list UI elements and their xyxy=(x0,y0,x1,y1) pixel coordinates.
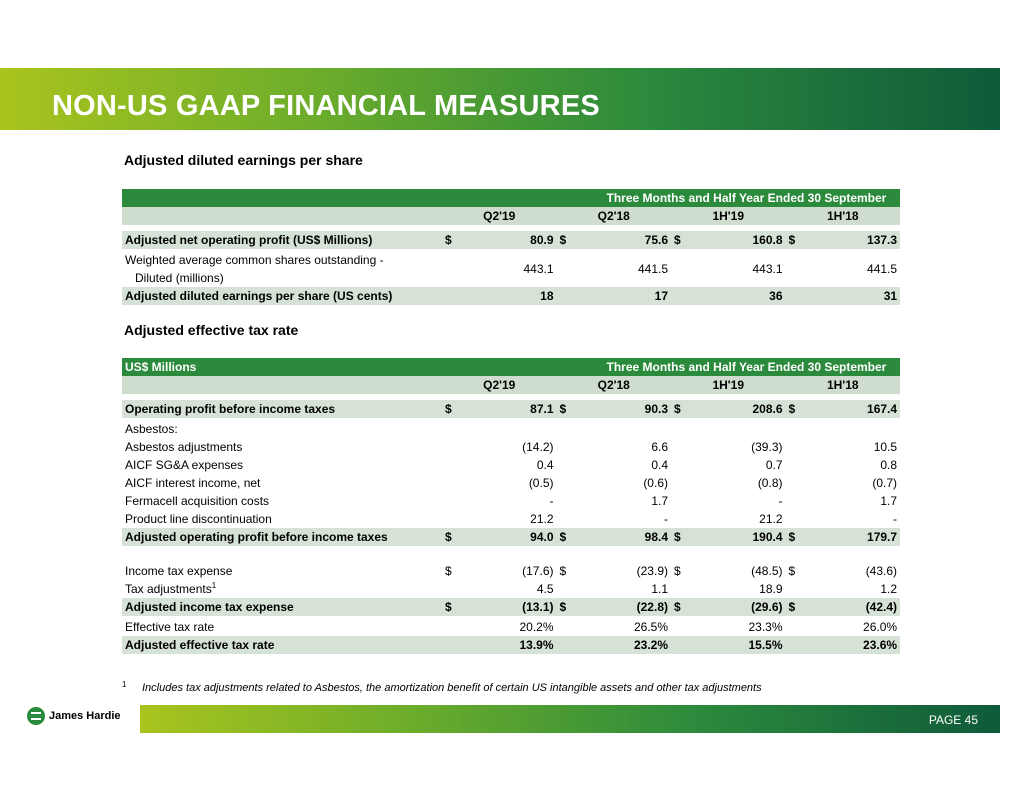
column-header: Q2'18 xyxy=(557,207,672,225)
row-label-text: Effective tax rate xyxy=(125,620,215,634)
cell-value: 1.7 xyxy=(880,494,898,508)
eps-top-header-row xyxy=(122,189,900,207)
row-label-text: Tax adjustments xyxy=(125,582,212,596)
cell-value: (42.4) xyxy=(806,598,901,617)
currency-symbol xyxy=(557,510,577,528)
cell-value: 21.2 xyxy=(530,512,554,526)
etr-top-header: Three Months and Half Year Ended 30 September xyxy=(557,358,901,376)
currency-symbol xyxy=(442,580,462,598)
currency-symbol xyxy=(671,636,691,655)
table-row xyxy=(122,474,900,492)
logo-text: James Hardie xyxy=(49,710,121,722)
currency-symbol: $ xyxy=(788,564,796,578)
cell-value xyxy=(577,419,672,438)
row-label-text: Product line discontinuation xyxy=(125,512,272,526)
cell-value: 15.5% xyxy=(691,636,786,655)
row-label xyxy=(122,400,442,419)
cell-value: 23.6% xyxy=(806,636,901,655)
cell-value: - xyxy=(549,494,554,508)
currency-symbol xyxy=(786,492,806,510)
currency-symbol: $ xyxy=(442,528,462,547)
currency-symbol xyxy=(786,474,806,492)
currency-symbol: $ xyxy=(557,400,577,419)
row-label xyxy=(122,419,442,438)
table-row xyxy=(122,419,900,438)
cell-value: (0.6) xyxy=(643,476,668,490)
cell-value xyxy=(806,419,901,438)
row-label: Adjusted diluted earnings per share (US cents) xyxy=(122,287,442,306)
cell-value: 0.8 xyxy=(880,458,898,472)
row-label-text: Income tax expense xyxy=(125,564,233,578)
currency-symbol xyxy=(671,474,691,492)
cell-value: (0.5) xyxy=(528,476,554,490)
cell-value: 10.5 xyxy=(873,440,898,454)
cell-value: - xyxy=(893,512,898,526)
cell-value: 167.4 xyxy=(806,400,901,419)
table-row xyxy=(122,617,900,636)
currency-symbol xyxy=(671,419,691,438)
table-row xyxy=(122,510,900,528)
table-row xyxy=(122,231,900,250)
currency-symbol xyxy=(786,419,806,438)
column-header: 1H'18 xyxy=(786,207,901,225)
currency-symbol xyxy=(557,617,577,636)
row-label xyxy=(122,617,442,636)
currency-symbol xyxy=(786,580,806,598)
footer-bar xyxy=(140,705,1000,733)
row-label xyxy=(122,562,442,580)
currency-symbol xyxy=(671,438,691,456)
cell-value: 443.1 xyxy=(752,262,783,276)
cell-value: (48.5) xyxy=(751,564,783,578)
currency-symbol: $ xyxy=(671,528,691,547)
cell-value: (17.6) xyxy=(522,564,554,578)
etr-top-header-row xyxy=(122,358,900,376)
column-header: 1H'19 xyxy=(671,376,786,394)
currency-symbol: $ xyxy=(559,564,567,578)
cell-value: 137.3 xyxy=(806,231,901,250)
cell-value: 23.2% xyxy=(577,636,672,655)
table-row xyxy=(122,598,900,617)
footnote-ref: 1 xyxy=(211,581,217,590)
row-label xyxy=(122,250,442,287)
footnote-mark: 1 xyxy=(122,680,127,689)
table-row xyxy=(122,456,900,474)
currency-symbol xyxy=(442,617,462,636)
etr-units-label: US$ Millions xyxy=(122,358,442,376)
currency-symbol: $ xyxy=(557,598,577,617)
table-row xyxy=(122,528,900,547)
etr-section-title: Adjusted effective tax rate xyxy=(124,322,299,338)
row-label-text: AICF interest income, net xyxy=(125,476,261,490)
cell-value: 75.6 xyxy=(577,231,672,250)
currency-symbol xyxy=(557,492,577,510)
cell-value: 1.7 xyxy=(651,494,668,508)
eps-section-title: Adjusted diluted earnings per share xyxy=(124,152,363,168)
cell-value: 18 xyxy=(462,287,557,306)
table-row xyxy=(122,562,900,580)
cell-value: 6.6 xyxy=(651,440,668,454)
currency-symbol xyxy=(442,438,462,456)
cell-value: (29.6) xyxy=(691,598,786,617)
cell-value: 190.4 xyxy=(691,528,786,547)
column-header: Q2'19 xyxy=(442,207,557,225)
currency-symbol xyxy=(671,580,691,598)
cell-value: 94.0 xyxy=(462,528,557,547)
row-label-text: Adjusted income tax expense xyxy=(125,600,294,614)
cell-value: 0.4 xyxy=(651,458,668,472)
currency-symbol xyxy=(671,456,691,474)
cell-value: (13.1) xyxy=(462,598,557,617)
cell-value: (0.8) xyxy=(757,476,783,490)
eps-top-header: Three Months and Half Year Ended 30 September xyxy=(557,189,901,207)
row-label xyxy=(122,456,442,474)
currency-symbol: $ xyxy=(442,598,462,617)
currency-symbol: $ xyxy=(786,528,806,547)
cell-value: (22.8) xyxy=(577,598,672,617)
currency-symbol: $ xyxy=(786,231,806,250)
row-label-text: Adjusted effective tax rate xyxy=(125,638,275,652)
cell-value: 441.5 xyxy=(867,262,898,276)
footnote-text: Includes tax adjustments related to Asbestos, the amortization benefit of certain US intangible assets and other tax adjustments xyxy=(142,682,762,694)
currency-symbol xyxy=(442,456,462,474)
column-header: Q2'19 xyxy=(442,376,557,394)
cell-value: (23.9) xyxy=(636,564,668,578)
currency-symbol xyxy=(442,474,462,492)
currency-symbol: $ xyxy=(445,564,452,578)
currency-symbol xyxy=(557,419,577,438)
currency-symbol: $ xyxy=(557,231,577,250)
currency-symbol xyxy=(786,636,806,655)
currency-symbol xyxy=(557,636,577,655)
currency-symbol: $ xyxy=(786,598,806,617)
table-row xyxy=(122,438,900,456)
currency-symbol: $ xyxy=(674,564,681,578)
cell-value: (39.3) xyxy=(751,440,783,454)
row-label xyxy=(122,438,442,456)
currency-symbol xyxy=(557,474,577,492)
cell-value: 208.6 xyxy=(691,400,786,419)
row-label xyxy=(122,636,442,655)
currency-symbol xyxy=(442,636,462,655)
cell-value: 179.7 xyxy=(806,528,901,547)
cell-value: 443.1 xyxy=(523,262,554,276)
currency-symbol: $ xyxy=(442,231,462,250)
page-title: NON-US GAAP FINANCIAL MEASURES xyxy=(52,90,600,122)
currency-symbol xyxy=(671,510,691,528)
cell-value: 4.5 xyxy=(536,582,554,596)
cell-value: (0.7) xyxy=(872,476,898,490)
row-label xyxy=(122,580,442,598)
cell-value: 31 xyxy=(806,287,901,306)
cell-value: 18.9 xyxy=(759,582,783,596)
currency-symbol xyxy=(671,492,691,510)
currency-symbol: $ xyxy=(671,400,691,419)
cell-value: 26.5% xyxy=(633,620,668,634)
currency-symbol xyxy=(557,438,577,456)
table-row xyxy=(122,636,900,655)
column-header: Q2'18 xyxy=(557,376,672,394)
cell-value xyxy=(691,419,786,438)
eps-table xyxy=(122,189,900,307)
cell-value xyxy=(462,419,557,438)
cell-value: 1.1 xyxy=(651,582,668,596)
table-row xyxy=(122,287,900,306)
currency-symbol xyxy=(557,580,577,598)
cell-value: 23.3% xyxy=(748,620,783,634)
etr-table xyxy=(122,358,900,656)
etr-column-header-row xyxy=(122,376,900,394)
currency-symbol xyxy=(671,617,691,636)
cell-value: 26.0% xyxy=(863,620,898,634)
currency-symbol xyxy=(786,438,806,456)
cell-value: 0.7 xyxy=(765,458,783,472)
row-label-text: Operating profit before income taxes xyxy=(125,402,336,416)
currency-symbol xyxy=(442,510,462,528)
table-row xyxy=(122,400,900,419)
cell-value: (43.6) xyxy=(865,564,898,578)
cell-value: 98.4 xyxy=(577,528,672,547)
cell-value: 21.2 xyxy=(759,512,783,526)
cell-value: 20.2% xyxy=(519,620,554,634)
cell-value: 80.9 xyxy=(462,231,557,250)
currency-symbol xyxy=(786,510,806,528)
cell-value: 160.8 xyxy=(691,231,786,250)
cell-value: 90.3 xyxy=(577,400,672,419)
row-label-line: Weighted average common shares outstanding - xyxy=(125,253,384,267)
column-header: 1H'19 xyxy=(671,207,786,225)
currency-symbol: $ xyxy=(442,400,462,419)
row-label-text: Fermacell acquisition costs xyxy=(125,494,270,508)
title-banner xyxy=(0,68,1000,130)
row-label-text: AICF SG&A expenses xyxy=(125,458,244,472)
column-header: 1H'18 xyxy=(786,376,901,394)
cell-value: 87.1 xyxy=(462,400,557,419)
cell-value: 441.5 xyxy=(637,262,668,276)
row-label-text: Adjusted operating profit before income taxes xyxy=(125,530,388,544)
row-label xyxy=(122,598,442,617)
company-logo xyxy=(27,707,121,725)
row-label xyxy=(122,528,442,547)
currency-symbol: $ xyxy=(671,231,691,250)
row-label xyxy=(122,492,442,510)
eps-column-header-row xyxy=(122,207,900,225)
cell-value: - xyxy=(664,512,668,526)
currency-symbol: $ xyxy=(671,598,691,617)
row-label xyxy=(122,510,442,528)
table-row xyxy=(122,492,900,510)
cell-value: (14.2) xyxy=(522,440,554,454)
currency-symbol xyxy=(557,456,577,474)
currency-symbol xyxy=(786,617,806,636)
row-label-text: Asbestos adjustments xyxy=(125,440,243,454)
currency-symbol: $ xyxy=(786,400,806,419)
cell-value: 36 xyxy=(691,287,786,306)
currency-symbol xyxy=(442,492,462,510)
cell-value: 17 xyxy=(577,287,672,306)
cell-value: - xyxy=(778,494,783,508)
currency-symbol: $ xyxy=(557,528,577,547)
row-label: Adjusted net operating profit (US$ Millions) xyxy=(122,231,442,250)
page-number: PAGE 45 xyxy=(928,713,978,727)
cell-value: 0.4 xyxy=(536,458,554,472)
row-label xyxy=(122,474,442,492)
row-label-line: Diluted (millions) xyxy=(135,271,224,285)
currency-symbol xyxy=(442,419,462,438)
logo-icon xyxy=(27,707,45,725)
cell-value: 13.9% xyxy=(462,636,557,655)
currency-symbol xyxy=(786,456,806,474)
row-label-text: Asbestos: xyxy=(125,422,178,436)
table-row xyxy=(122,580,900,598)
table-row xyxy=(122,250,900,287)
cell-value: 1.2 xyxy=(880,582,898,596)
